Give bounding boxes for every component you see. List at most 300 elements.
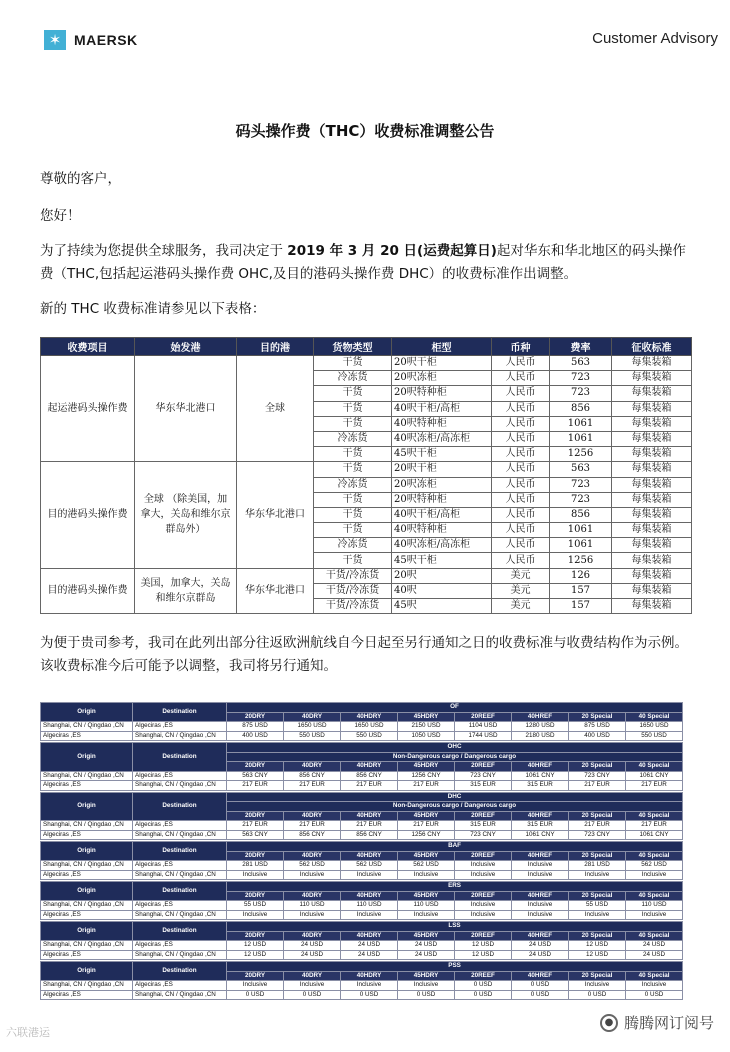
surcharge-row xyxy=(41,771,683,781)
thc-cell: 人民币 xyxy=(492,523,550,538)
thc-item-cell: 目的港码头操作费 xyxy=(41,462,135,568)
container-type-cell: 40HDRY xyxy=(341,851,398,861)
rate-cell: 550 USD xyxy=(341,731,398,741)
container-type-cell: 45HDRY xyxy=(398,851,455,861)
rate-cell: Inclusive xyxy=(398,981,455,991)
thc-cell: 563 xyxy=(550,462,612,477)
thc-cell: 20呎特种柜 xyxy=(392,492,492,507)
intro-part-2: 起对华东和华北地区的码头操作费（THC,包括起运港码头操作费 OHC,及目的港码头操作费 DHC）的收费标准作出调整。 xyxy=(40,243,686,282)
thc-cell: 人民币 xyxy=(492,431,550,446)
rate-cell: 723 CNY xyxy=(569,830,626,840)
container-type-cell: 40DRY xyxy=(284,971,341,981)
surcharge-row xyxy=(41,830,683,840)
rate-cell: 24 USD xyxy=(341,941,398,951)
thc-cell: 人民币 xyxy=(492,538,550,553)
origin-cell: Algeciras ,ES xyxy=(41,731,133,741)
rate-cell: 217 EUR xyxy=(626,781,683,791)
rate-cell: 875 USD xyxy=(569,722,626,732)
rate-cell: 110 USD xyxy=(284,901,341,911)
thc-cell: 20呎冻柜 xyxy=(392,371,492,386)
rate-cell: 562 USD xyxy=(626,861,683,871)
container-type-cell: 40DRY xyxy=(284,891,341,901)
container-type-cell: 45HDRY xyxy=(398,891,455,901)
rate-cell: Inclusive xyxy=(341,870,398,880)
container-type-cell: 20DRY xyxy=(227,811,284,821)
origin-cell: Shanghai, CN / Qingdao ,CN xyxy=(41,771,133,781)
surcharge-title-row xyxy=(41,842,683,852)
rate-cell: 1050 USD xyxy=(398,731,455,741)
destination-header: Destination xyxy=(133,743,227,772)
surcharge-title: OHC xyxy=(227,743,683,753)
thc-cell: 40呎干柜/高柜 xyxy=(392,507,492,522)
destination-header: Destination xyxy=(133,703,227,722)
thc-cell: 干货 xyxy=(314,356,392,371)
surcharge-row xyxy=(41,941,683,951)
thc-item-cell: 目的港码头操作费 xyxy=(41,568,135,614)
maersk-logo xyxy=(44,30,138,50)
rate-cell: 24 USD xyxy=(626,950,683,960)
rate-cell: 0 USD xyxy=(512,981,569,991)
container-type-cell: 40DRY xyxy=(284,712,341,722)
thc-cell: 干货 xyxy=(314,507,392,522)
container-type-cell: 20 Special xyxy=(569,931,626,941)
thc-dest-cell: 全球 xyxy=(237,356,314,462)
surcharge-row xyxy=(41,981,683,991)
thc-cell: 40呎特种柜 xyxy=(392,523,492,538)
rate-cell: 723 CNY xyxy=(569,771,626,781)
greeting-line-1: 尊敬的客户， xyxy=(40,171,121,187)
container-type-cell: 20DRY xyxy=(227,851,284,861)
container-type-cell: 40 Special xyxy=(626,931,683,941)
container-type-cell: 40HDRY xyxy=(341,971,398,981)
thc-header-cell: 征收标准 xyxy=(612,338,692,356)
thc-cell: 人民币 xyxy=(492,356,550,371)
origin-cell: Algeciras ,ES xyxy=(41,950,133,960)
thc-header-row xyxy=(41,338,692,356)
rate-cell: 315 EUR xyxy=(455,821,512,831)
thc-cell: 40呎 xyxy=(392,583,492,598)
thc-header-cell: 收费项目 xyxy=(41,338,135,356)
thc-origin-cell: 美国，加拿大，关岛和维尔京群岛 xyxy=(135,568,237,614)
star-icon: ✶ xyxy=(44,30,66,50)
rate-cell: 1061 CNY xyxy=(626,830,683,840)
rate-cell: 562 USD xyxy=(341,861,398,871)
watermark-right-text: 腾腾网订阅号 xyxy=(623,1014,714,1032)
rate-cell: 2180 USD xyxy=(512,731,569,741)
rate-cell: 875 USD xyxy=(227,722,284,732)
container-type-cell: 40DRY xyxy=(284,931,341,941)
rate-cell: 12 USD xyxy=(569,950,626,960)
rate-cell: 0 USD xyxy=(569,990,626,1000)
thc-cell: 每集装箱 xyxy=(612,401,692,416)
surcharge-subtitle: Non-Dangerous cargo / Dangerous cargo xyxy=(227,752,683,762)
surcharge-title: BAF xyxy=(227,842,683,852)
destination-cell: Shanghai, CN / Qingdao ,CN xyxy=(133,950,227,960)
surcharge-table xyxy=(40,881,683,920)
rate-cell: 0 USD xyxy=(626,990,683,1000)
surcharge-title-row xyxy=(41,962,683,972)
surcharge-row xyxy=(41,781,683,791)
thc-header-cell: 费率 xyxy=(550,338,612,356)
container-type-cell: 40HDRY xyxy=(341,891,398,901)
thc-cell: 45呎干柜 xyxy=(392,447,492,462)
thc-cell: 20呎干柜 xyxy=(392,462,492,477)
container-type-cell: 40HDRY xyxy=(341,712,398,722)
container-type-cell: 20DRY xyxy=(227,891,284,901)
rate-cell: 110 USD xyxy=(626,901,683,911)
thc-cell: 每集装箱 xyxy=(612,568,692,583)
rate-cell: 217 EUR xyxy=(284,821,341,831)
thc-cell: 每集装箱 xyxy=(612,553,692,568)
origin-cell: Shanghai, CN / Qingdao ,CN xyxy=(41,861,133,871)
thc-cell: 723 xyxy=(550,386,612,401)
thc-cell: 每集装箱 xyxy=(612,371,692,386)
thc-cell: 126 xyxy=(550,568,612,583)
surcharge-title: PSS xyxy=(227,962,683,972)
rate-cell: Inclusive xyxy=(341,910,398,920)
container-type-cell: 20DRY xyxy=(227,712,284,722)
greeting-line-2: 您好！ xyxy=(40,208,81,224)
rate-cell: 0 USD xyxy=(455,990,512,1000)
surcharge-title-row xyxy=(41,882,683,892)
container-type-cell: 45HDRY xyxy=(398,762,455,772)
container-type-cell: 20REEF xyxy=(455,811,512,821)
container-type-cell: 40HREF xyxy=(512,971,569,981)
wechat-icon: ● xyxy=(600,1014,618,1032)
destination-cell: Algeciras ,ES xyxy=(133,861,227,871)
rate-cell: 1104 USD xyxy=(455,722,512,732)
thc-cell: 冷冻货 xyxy=(314,431,392,446)
effective-date: 2019 年 3 月 20 日(运费起算日) xyxy=(287,243,497,259)
thc-cell: 40呎干柜/高柜 xyxy=(392,401,492,416)
container-type-cell: 20DRY xyxy=(227,762,284,772)
thc-cell: 人民币 xyxy=(492,553,550,568)
destination-header: Destination xyxy=(133,792,227,821)
container-type-cell: 40HREF xyxy=(512,891,569,901)
rate-cell: 562 USD xyxy=(398,861,455,871)
thc-cell: 20呎冻柜 xyxy=(392,477,492,492)
surcharge-title: LSS xyxy=(227,922,683,932)
container-type-cell: 40 Special xyxy=(626,712,683,722)
watermark-right xyxy=(600,1012,714,1033)
rate-cell: 2150 USD xyxy=(398,722,455,732)
surcharge-row xyxy=(41,950,683,960)
rate-cell: Inclusive xyxy=(227,981,284,991)
surcharge-row xyxy=(41,990,683,1000)
destination-cell: Algeciras ,ES xyxy=(133,981,227,991)
container-type-cell: 40HREF xyxy=(512,762,569,772)
origin-cell: Shanghai, CN / Qingdao ,CN xyxy=(41,941,133,951)
thc-cell: 1256 xyxy=(550,553,612,568)
thc-cell: 人民币 xyxy=(492,507,550,522)
container-type-cell: 45HDRY xyxy=(398,811,455,821)
rate-cell: 550 USD xyxy=(626,731,683,741)
destination-cell: Algeciras ,ES xyxy=(133,821,227,831)
rate-cell: Inclusive xyxy=(626,870,683,880)
rate-cell: 1061 CNY xyxy=(512,830,569,840)
rate-cell: 24 USD xyxy=(626,941,683,951)
destination-header: Destination xyxy=(133,842,227,861)
rate-cell: 0 USD xyxy=(398,990,455,1000)
thc-cell: 1061 xyxy=(550,416,612,431)
rate-cell: 315 EUR xyxy=(455,781,512,791)
thc-cell: 1061 xyxy=(550,538,612,553)
rate-cell: Inclusive xyxy=(626,910,683,920)
rate-cell: 1280 USD xyxy=(512,722,569,732)
thc-cell: 干货 xyxy=(314,492,392,507)
rate-cell: Inclusive xyxy=(284,981,341,991)
thc-row xyxy=(41,462,692,477)
rate-cell: 24 USD xyxy=(398,950,455,960)
thc-cell: 723 xyxy=(550,371,612,386)
surcharge-table xyxy=(40,792,683,841)
thc-cell: 美元 xyxy=(492,568,550,583)
rate-cell: 1650 USD xyxy=(341,722,398,732)
container-type-cell: 40 Special xyxy=(626,891,683,901)
container-type-cell: 40 Special xyxy=(626,811,683,821)
thc-cell: 人民币 xyxy=(492,401,550,416)
rate-cell: 281 USD xyxy=(569,861,626,871)
thc-cell: 冷冻货 xyxy=(314,371,392,386)
origin-cell: Shanghai, CN / Qingdao ,CN xyxy=(41,981,133,991)
thc-cell: 干货/冷冻货 xyxy=(314,599,392,614)
rate-cell: 24 USD xyxy=(284,950,341,960)
surcharge-table xyxy=(40,702,683,741)
thc-cell: 563 xyxy=(550,356,612,371)
destination-cell: Algeciras ,ES xyxy=(133,901,227,911)
rate-cell: 24 USD xyxy=(398,941,455,951)
rate-cell: Inclusive xyxy=(455,910,512,920)
rate-cell: 563 CNY xyxy=(227,830,284,840)
origin-cell: Shanghai, CN / Qingdao ,CN xyxy=(41,821,133,831)
thc-cell: 20呎 xyxy=(392,568,492,583)
rate-cell: 217 EUR xyxy=(341,821,398,831)
thc-cell: 每集装箱 xyxy=(612,431,692,446)
rate-cell: 0 USD xyxy=(227,990,284,1000)
surcharge-table xyxy=(40,742,683,791)
container-type-cell: 40HREF xyxy=(512,811,569,821)
thc-cell: 每集装箱 xyxy=(612,416,692,431)
rate-cell: Inclusive xyxy=(569,870,626,880)
origin-cell: Algeciras ,ES xyxy=(41,870,133,880)
thc-cell: 干货 xyxy=(314,462,392,477)
surcharge-row xyxy=(41,821,683,831)
rate-cell: 217 EUR xyxy=(227,781,284,791)
rate-cell: 1744 USD xyxy=(455,731,512,741)
rate-cell: 723 CNY xyxy=(455,771,512,781)
surcharge-subtitle: Non-Dangerous cargo / Dangerous cargo xyxy=(227,802,683,812)
thc-cell: 40呎冻柜/高冻柜 xyxy=(392,538,492,553)
rate-cell: 0 USD xyxy=(512,990,569,1000)
thc-cell: 40呎冻柜/高冻柜 xyxy=(392,431,492,446)
thc-cell: 40呎特种柜 xyxy=(392,416,492,431)
surcharge-row xyxy=(41,870,683,880)
origin-cell: Algeciras ,ES xyxy=(41,910,133,920)
rate-cell: 400 USD xyxy=(227,731,284,741)
thc-cell: 856 xyxy=(550,507,612,522)
container-type-cell: 45HDRY xyxy=(398,971,455,981)
thc-rate-table xyxy=(40,337,692,614)
thc-cell: 每集装箱 xyxy=(612,477,692,492)
rate-cell: 12 USD xyxy=(569,941,626,951)
origin-cell: Algeciras ,ES xyxy=(41,781,133,791)
container-type-cell: 20 Special xyxy=(569,712,626,722)
thc-cell: 每集装箱 xyxy=(612,492,692,507)
container-type-cell: 20REEF xyxy=(455,931,512,941)
rate-cell: Inclusive xyxy=(455,870,512,880)
rate-cell: Inclusive xyxy=(512,901,569,911)
rate-cell: 0 USD xyxy=(284,990,341,1000)
rate-cell: Inclusive xyxy=(512,910,569,920)
thc-cell: 每集装箱 xyxy=(612,538,692,553)
rate-cell: Inclusive xyxy=(626,981,683,991)
thc-cell: 1061 xyxy=(550,523,612,538)
rate-cell: Inclusive xyxy=(569,981,626,991)
thc-header-cell: 始发港 xyxy=(135,338,237,356)
thc-cell: 美元 xyxy=(492,583,550,598)
intro-paragraph xyxy=(40,240,690,286)
container-type-cell: 45HDRY xyxy=(398,931,455,941)
origin-cell: Shanghai, CN / Qingdao ,CN xyxy=(41,901,133,911)
destination-cell: Algeciras ,ES xyxy=(133,771,227,781)
thc-cell: 干货 xyxy=(314,401,392,416)
thc-cell: 人民币 xyxy=(492,462,550,477)
customer-advisory-label: Customer Advisory xyxy=(592,30,718,47)
container-type-cell: 20 Special xyxy=(569,971,626,981)
thc-cell: 每集装箱 xyxy=(612,523,692,538)
rate-cell: 12 USD xyxy=(227,941,284,951)
rate-cell: 563 CNY xyxy=(227,771,284,781)
thc-cell: 冷冻货 xyxy=(314,477,392,492)
rate-cell: 723 CNY xyxy=(455,830,512,840)
thc-header-cell: 货物类型 xyxy=(314,338,392,356)
surcharge-row xyxy=(41,910,683,920)
thc-dest-cell: 华东华北港口 xyxy=(237,568,314,614)
rate-cell: Inclusive xyxy=(455,901,512,911)
thc-cell: 157 xyxy=(550,599,612,614)
rate-cell: 217 EUR xyxy=(341,781,398,791)
table-note: 新的 THC 收费标准请参见以下表格： xyxy=(40,301,266,317)
destination-header: Destination xyxy=(133,882,227,901)
rate-cell: Inclusive xyxy=(512,870,569,880)
destination-cell: Algeciras ,ES xyxy=(133,722,227,732)
rate-cell: 12 USD xyxy=(455,950,512,960)
container-type-cell: 20 Special xyxy=(569,891,626,901)
rate-cell: Inclusive xyxy=(398,870,455,880)
rate-cell: 562 USD xyxy=(284,861,341,871)
rate-cell: 55 USD xyxy=(569,901,626,911)
rate-cell: Inclusive xyxy=(512,861,569,871)
thc-cell: 157 xyxy=(550,583,612,598)
rate-cell: 217 EUR xyxy=(284,781,341,791)
container-type-cell: 40 Special xyxy=(626,971,683,981)
origin-header: Origin xyxy=(41,792,133,821)
destination-cell: Algeciras ,ES xyxy=(133,941,227,951)
thc-cell: 干货 xyxy=(314,553,392,568)
rate-cell: Inclusive xyxy=(569,910,626,920)
thc-cell: 人民币 xyxy=(492,386,550,401)
rate-cell: 24 USD xyxy=(512,941,569,951)
surcharge-title: OF xyxy=(227,703,683,713)
rate-cell: Inclusive xyxy=(341,981,398,991)
thc-item-cell: 起运港码头操作费 xyxy=(41,356,135,462)
thc-cell: 每集装箱 xyxy=(612,599,692,614)
container-type-cell: 20 Special xyxy=(569,811,626,821)
rate-cell: Inclusive xyxy=(227,910,284,920)
rate-cell: 55 USD xyxy=(227,901,284,911)
container-type-cell: 40DRY xyxy=(284,811,341,821)
rate-cell: Inclusive xyxy=(227,870,284,880)
surcharge-title-row xyxy=(41,743,683,753)
surcharge-title: DHC xyxy=(227,792,683,802)
surcharge-title-row xyxy=(41,792,683,802)
destination-header: Destination xyxy=(133,962,227,981)
thc-cell: 人民币 xyxy=(492,371,550,386)
thc-cell: 人民币 xyxy=(492,492,550,507)
origin-header: Origin xyxy=(41,962,133,981)
thc-cell: 每集装箱 xyxy=(612,447,692,462)
container-type-cell: 20 Special xyxy=(569,851,626,861)
container-type-cell: 40 Special xyxy=(626,851,683,861)
thc-cell: 1061 xyxy=(550,431,612,446)
thc-cell: 每集装箱 xyxy=(612,386,692,401)
rate-cell: 550 USD xyxy=(284,731,341,741)
rate-cell: 24 USD xyxy=(341,950,398,960)
rate-cell: 856 CNY xyxy=(341,771,398,781)
thc-cell: 856 xyxy=(550,401,612,416)
thc-cell: 干货 xyxy=(314,447,392,462)
rate-cell: 24 USD xyxy=(284,941,341,951)
thc-row xyxy=(41,568,692,583)
rate-cell: 217 EUR xyxy=(569,821,626,831)
thc-row xyxy=(41,356,692,371)
surcharge-row xyxy=(41,901,683,911)
surcharge-table xyxy=(40,921,683,960)
surcharge-row xyxy=(41,722,683,732)
thc-header-cell: 柜型 xyxy=(392,338,492,356)
origin-header: Origin xyxy=(41,842,133,861)
thc-cell: 干货/冷冻货 xyxy=(314,583,392,598)
container-type-cell: 40HREF xyxy=(512,931,569,941)
rate-cell: 1061 CNY xyxy=(512,771,569,781)
thc-cell: 每集装箱 xyxy=(612,507,692,522)
container-type-cell: 20REEF xyxy=(455,971,512,981)
container-type-cell: 20REEF xyxy=(455,891,512,901)
thc-cell: 45呎干柜 xyxy=(392,553,492,568)
rate-cell: 0 USD xyxy=(455,981,512,991)
rate-cell: 856 CNY xyxy=(284,830,341,840)
rate-cell: 315 EUR xyxy=(512,821,569,831)
container-type-cell: 40HDRY xyxy=(341,762,398,772)
rate-cell: 217 EUR xyxy=(569,781,626,791)
logo-text: MAERSK xyxy=(74,32,138,48)
origin-header: Origin xyxy=(41,703,133,722)
rate-cell: 1061 CNY xyxy=(626,771,683,781)
origin-header: Origin xyxy=(41,922,133,941)
surcharge-table xyxy=(40,961,683,1000)
origin-header: Origin xyxy=(41,743,133,772)
destination-cell: Shanghai, CN / Qingdao ,CN xyxy=(133,870,227,880)
thc-cell: 干货/冷冻货 xyxy=(314,568,392,583)
thc-cell: 1256 xyxy=(550,447,612,462)
rate-cell: 856 CNY xyxy=(284,771,341,781)
thc-header-cell: 目的港 xyxy=(237,338,314,356)
container-type-cell: 20REEF xyxy=(455,851,512,861)
container-type-cell: 20DRY xyxy=(227,971,284,981)
container-type-cell: 40HREF xyxy=(512,851,569,861)
thc-cell: 干货 xyxy=(314,416,392,431)
thc-origin-cell: 全球 （除美国，加拿大，关岛和维尔京群岛外） xyxy=(135,462,237,568)
